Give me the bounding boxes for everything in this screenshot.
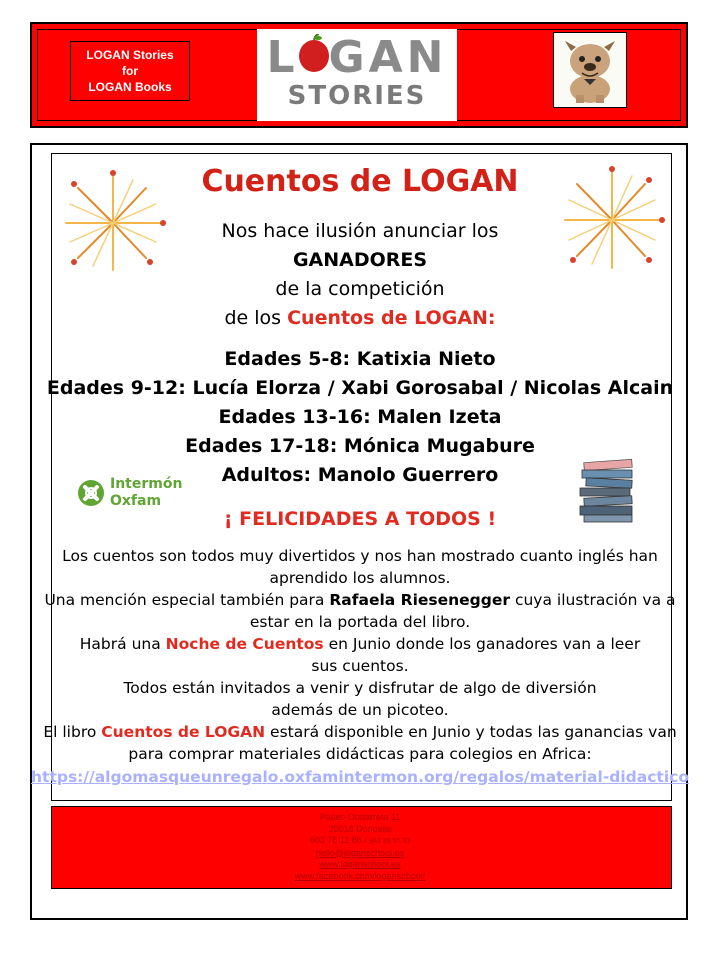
- paragraph-1-line-2: aprendido los alumnos.: [269, 569, 451, 587]
- bulldog-illustration: [553, 32, 627, 108]
- oxfam-icon: [76, 478, 106, 508]
- paragraph-5-line-1: [0, 721, 720, 743]
- tagline-line-3: LOGAN Books: [88, 80, 172, 94]
- footer-phone: [0, 835, 720, 848]
- apple-icon: [299, 40, 329, 72]
- winners-row-13-16: Edades 13-16: Malen Izeta: [218, 406, 502, 428]
- paragraph-3-suffix: en Junio donde los ganadores van a leer: [323, 635, 641, 653]
- footer-phone-main: 603 76 11 86 /: [309, 835, 370, 845]
- footer-contact: [0, 812, 720, 882]
- noche-de-cuentos-highlight: Noche de Cuentos: [165, 635, 324, 653]
- header-banner: [30, 22, 688, 128]
- oxfam-donation-link[interactable]: https://algomasqueunregalo.oxfamintermon.org/regalos/material-didactico: [31, 768, 689, 786]
- congratulations-banner: ¡ FELICIDADES A TODOS !: [223, 508, 497, 530]
- paragraph-3-line-1: [0, 633, 720, 655]
- footer-address-city: 20018 Donostia: [328, 823, 392, 834]
- winners-row-5-8: Edades 5-8: Katixia Nieto: [224, 348, 496, 370]
- tagline-line-2: for: [122, 64, 138, 78]
- intro-cuentos-highlight: Cuentos de LOGAN: [287, 307, 488, 329]
- oxfam-line-1: Intermón: [110, 476, 183, 492]
- page-title: Cuentos de LOGAN: [201, 164, 519, 199]
- footer-address-street: Paseo Ondarreta 11: [319, 812, 401, 822]
- paragraph-2-line-2: estar en la portada del libro.: [249, 613, 471, 631]
- logo-letter-l: L: [266, 32, 299, 83]
- tagline-box: [70, 41, 190, 101]
- paragraph-5-prefix: El libro: [43, 723, 102, 741]
- tagline-line-1: LOGAN Stories: [86, 48, 174, 62]
- intro-line-3: de la competición: [275, 278, 445, 300]
- logan-stories-logo: [257, 29, 457, 121]
- paragraph-4-line-1: Todos están invitados a venir y disfrutar de algo de diversión: [123, 679, 597, 697]
- paragraph-2-prefix: Una mención especial también para: [44, 591, 330, 609]
- winners-row-17-18: Edades 17-18: Mónica Mugabure: [185, 435, 535, 457]
- footer-facebook-link[interactable]: www.facebook.com/loganschool/: [294, 870, 426, 881]
- intro-colon: :: [487, 307, 496, 329]
- paragraph-2-suffix: cuya ilustración va a: [510, 591, 676, 609]
- paragraph-5-line-2: para comprar materiales didácticas para colegios en Africa:: [128, 745, 592, 763]
- paragraph-2-line-1: [0, 589, 720, 611]
- logo-subtitle: STORIES: [287, 81, 427, 111]
- illustrator-name: Rafaela Riesenegger: [329, 591, 511, 609]
- intro-line-1: Nos hace ilusión anunciar los: [221, 220, 499, 242]
- intro-line-4: [0, 304, 720, 333]
- winners-row-9-12: Edades 9-12: Lucía Elorza / Xabi Gorosabal / Nicolas Alcain: [46, 377, 674, 399]
- footer-email-link[interactable]: hello@loganschool.es: [315, 847, 405, 858]
- intro-line-ganadores: GANADORES: [292, 249, 428, 271]
- paragraph-4-line-2: además de un picoteo.: [271, 701, 449, 719]
- oxfam-line-2: Oxfam: [110, 493, 162, 509]
- paragraph-3-prefix: Habrá una: [79, 635, 166, 653]
- footer-website-link[interactable]: www.loganschool.es: [319, 859, 401, 869]
- logo-letters-gan: GAN: [328, 32, 448, 83]
- winners-row-adults: Adultos: Manolo Guerrero: [221, 464, 499, 486]
- book-title-highlight: Cuentos de LOGAN: [101, 723, 266, 741]
- paragraph-3-line-2: sus cuentos.: [311, 657, 409, 675]
- footer-phone-alt: 943 26 57 33: [369, 838, 411, 845]
- paragraph-5-suffix: estará disponible en Junio y todas las ganancias van: [265, 723, 677, 741]
- intro-line-4-prefix: de los: [224, 307, 288, 329]
- paragraph-1-line-1: Los cuentos son todos muy divertidos y nos han mostrado cuanto inglés han: [62, 547, 658, 565]
